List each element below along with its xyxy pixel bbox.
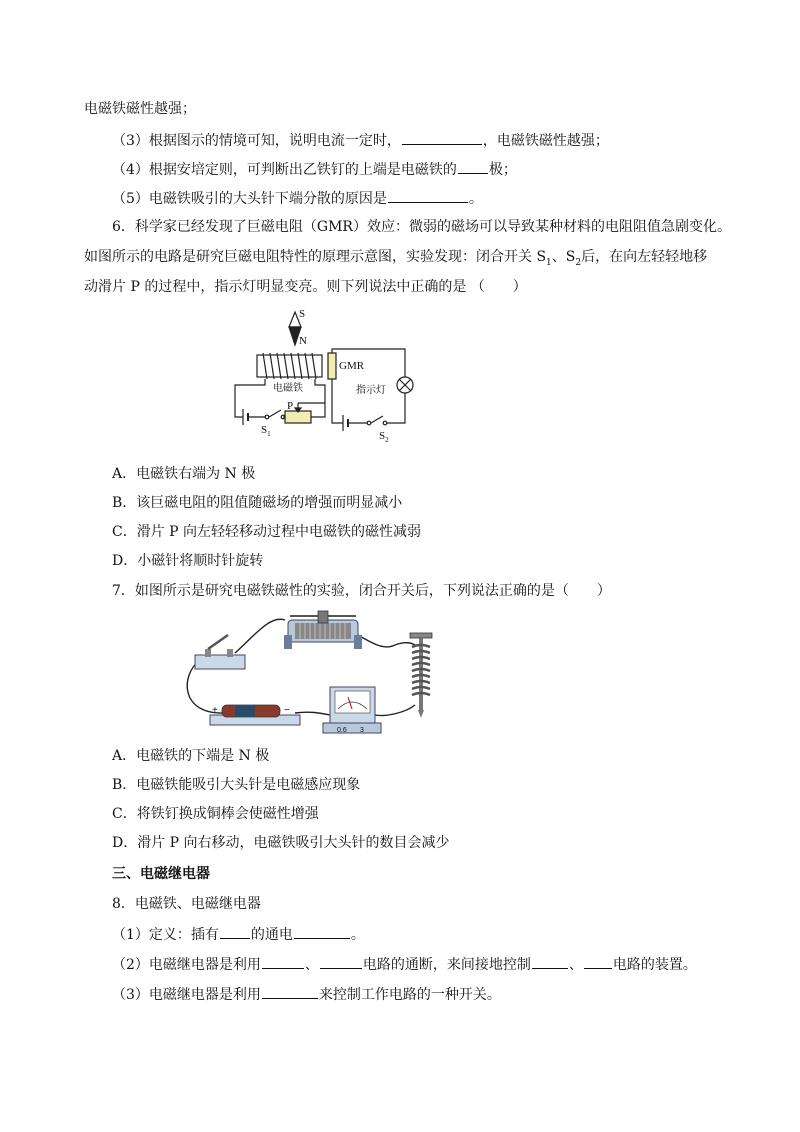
needle-s-label: S — [299, 308, 306, 320]
answer-blank[interactable] — [220, 924, 250, 939]
electromagnet-experiment-figure — [180, 605, 440, 740]
answer-blank[interactable] — [402, 130, 482, 145]
q5-item-5: （5）电磁铁吸引的大头针下端分散的原因是 。 — [112, 188, 483, 209]
rheostat-slider — [318, 611, 328, 623]
s2-label: $S_2$ — [379, 430, 389, 444]
switch-s1-blade — [269, 410, 281, 417]
q6-stem-line-1: 6．科学家已经发现了巨磁电阻（GMR）效应：微弱的磁场可以导致某种材料的电阻阻值急剧变化。 — [112, 219, 731, 235]
knife-switch — [195, 635, 245, 669]
q5-item-4: （4）根据安培定则，可判断出乙铁钉的上端是电磁铁的 极； — [112, 159, 517, 180]
answer-blank[interactable] — [294, 924, 350, 939]
battery-minus-label: − — [284, 705, 290, 716]
gmr-label: GMR — [339, 360, 365, 372]
ammeter — [323, 687, 381, 733]
gmr-circuit-diagram — [225, 305, 420, 450]
answer-blank[interactable] — [532, 954, 568, 969]
needle-n-label: N — [299, 335, 307, 347]
s1-label: $S_1$ — [261, 424, 271, 438]
q6-option-a[interactable]: A．电磁铁右端为 N 极 — [112, 466, 256, 482]
slider-p-label: P — [287, 400, 294, 412]
q7-option-c[interactable]: C．将铁钉换成铜棒会使磁性增强 — [112, 806, 319, 822]
ammeter-scale-06: 0.6 — [337, 727, 347, 734]
battery-plus-label: + — [212, 705, 218, 716]
answer-blank[interactable] — [262, 984, 318, 999]
q7-option-b[interactable]: B．电磁铁能吸引大头针是电磁感应现象 — [112, 777, 361, 793]
answer-blank[interactable] — [458, 159, 488, 174]
answer-blank[interactable] — [320, 954, 362, 969]
q7-option-a[interactable]: A．电磁铁的下端是 N 极 — [112, 748, 270, 764]
section-heading: 三、电磁继电器 — [112, 866, 210, 882]
answer-blank[interactable] — [388, 188, 468, 203]
q6-option-b[interactable]: B．该巨磁电阻的阻值随磁场的增强而明显减小 — [112, 495, 403, 511]
q5-item-3: （3）根据图示的情境可知，说明电流一定时， ，电磁铁磁性越强； — [112, 130, 609, 151]
q8-item-2: （2）电磁继电器是利用 、 电路的通断，来间接地控制 、 电路的装置。 — [112, 954, 697, 975]
answer-blank[interactable] — [584, 954, 612, 969]
sliding-rheostat — [284, 611, 362, 649]
q8-stem: 8．电磁铁、电磁继电器 — [112, 896, 261, 912]
q5-line-0: 电磁铁磁性越强； — [84, 101, 196, 117]
q7-stem: 7．如图所示是研究电磁铁磁性的实验，闭合开关后，下列说法正确的是（ ） — [112, 583, 611, 599]
electromagnet-label: 电磁铁 — [273, 383, 303, 394]
ammeter-scale-3: 3 — [360, 727, 364, 734]
q6-option-c[interactable]: C．滑片 P 向左轻轻移动过程中电磁铁的磁性减弱 — [112, 524, 422, 540]
wire — [358, 635, 415, 647]
answer-blank[interactable] — [262, 954, 304, 969]
q6-option-d[interactable]: D．小磁针将顺时针旋转 — [112, 553, 264, 569]
lamp-label: 指示灯 — [356, 385, 386, 396]
q7-option-d[interactable]: D．滑片 P 向右移动，电磁铁吸引大头针的数目会减少 — [112, 835, 450, 851]
wire — [235, 619, 285, 653]
gmr-resistor — [328, 353, 336, 379]
nail-electromagnet — [410, 633, 432, 718]
q6-stem-line-3: 动滑片 P 的过程中，指示灯明显变亮。则下列说法中正确的是 （ ） — [84, 279, 527, 295]
q8-item-1: （1）定义：插有 的通电 。 — [112, 924, 365, 945]
switch-s2-blade — [371, 416, 383, 423]
q6-stem-line-2: 如图所示的电路是研究巨磁电阻特性的原理示意图，实验发现：闭合开关 $S_1$、$S_2$后，在向左轻轻地移 — [84, 249, 708, 268]
q8-item-3: （3）电磁继电器是利用 来控制工作电路的一种开关。 — [112, 984, 501, 1005]
wire — [375, 705, 415, 716]
